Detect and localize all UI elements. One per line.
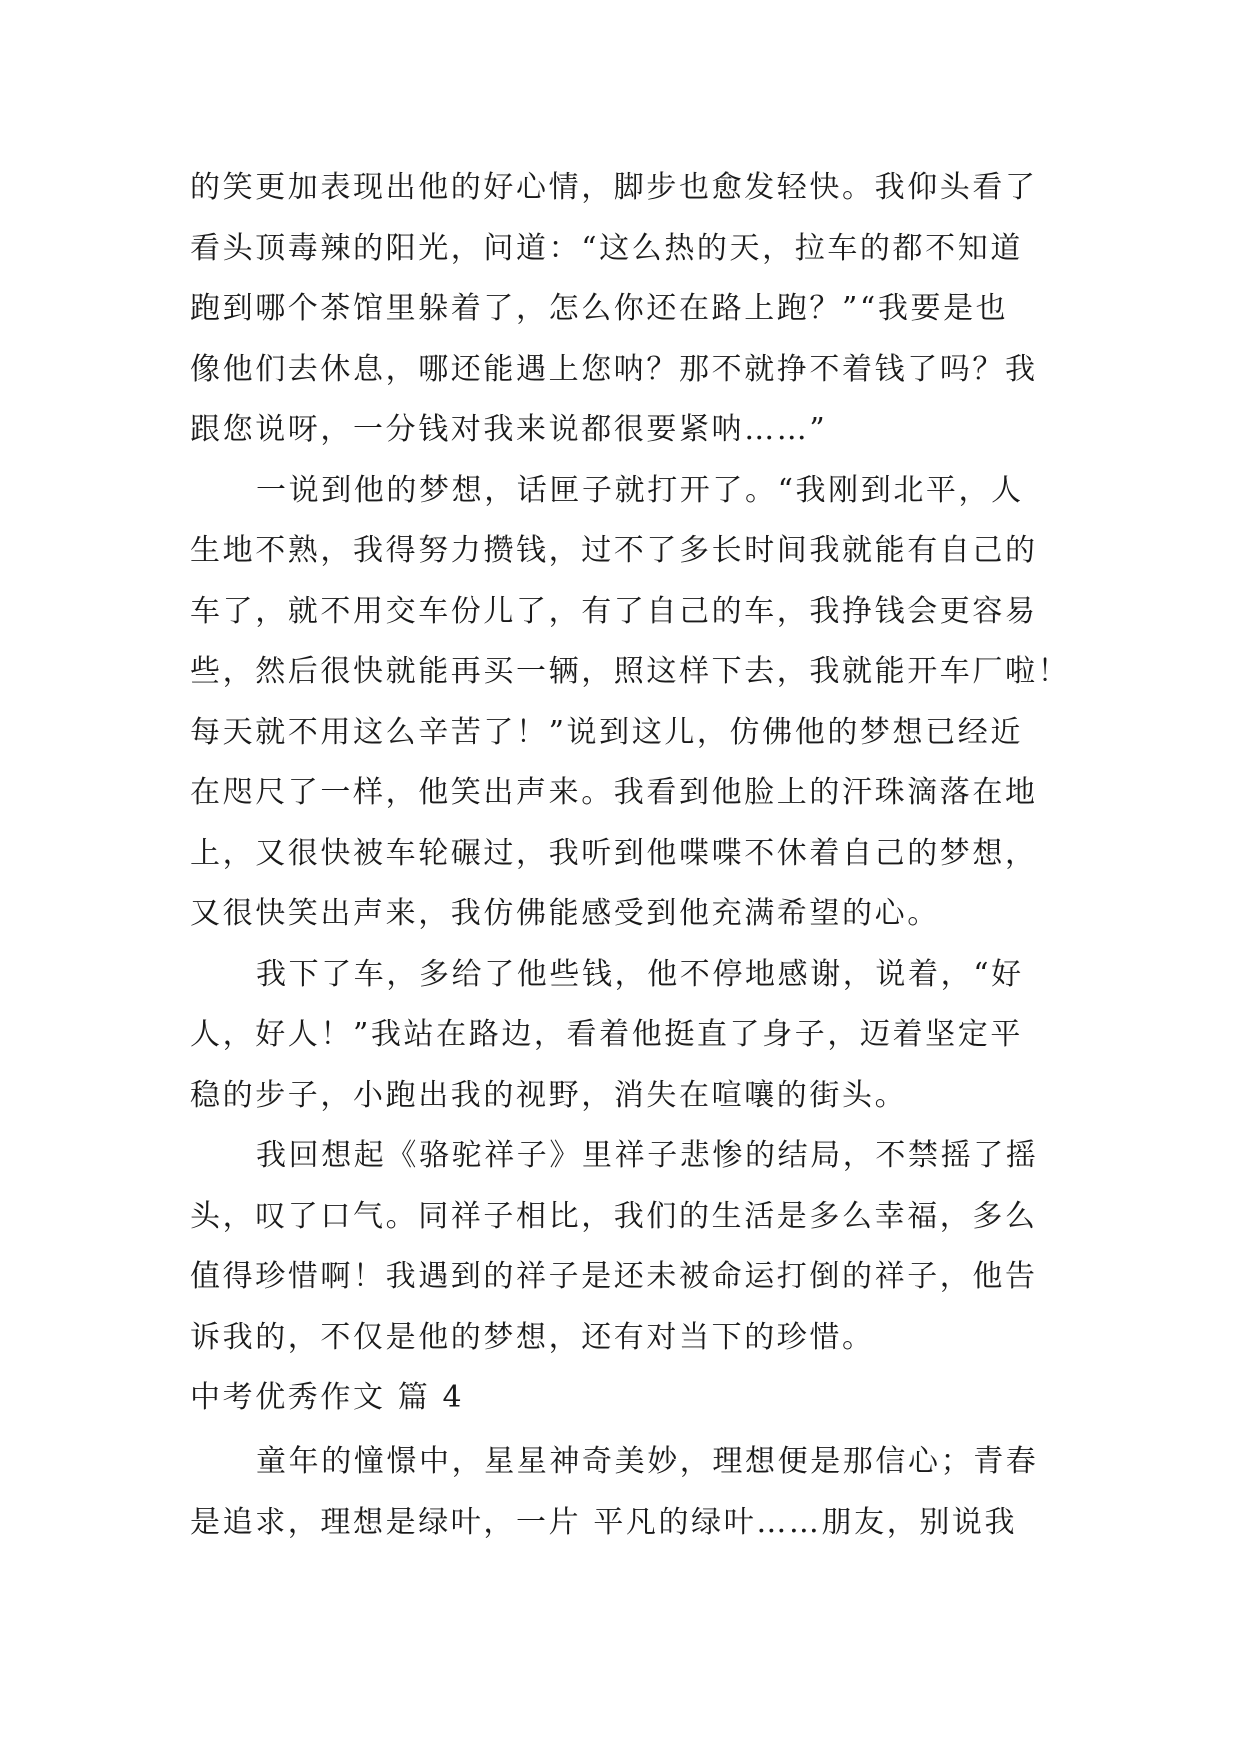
text-line: 的笑更加表现出他的好心情，脚步也愈发轻快。我仰头看了 — [190, 170, 1038, 205]
text-line: 稳的步子，小跑出我的视野，消失在喧嚷的街头。 — [190, 1077, 908, 1113]
text-line: 每天就不用这么辛苦了！”说到这儿，仿佛他的梦想已经近 — [190, 714, 1023, 750]
text-line: 些，然后很快就能再买一辆，照这样下去，我就能开车厂啦！ — [190, 654, 1071, 689]
text-line: 跑到哪个茶馆里躲着了，怎么你还在路上跑？”“我要是也 — [190, 291, 1009, 326]
paragraph-start-line: 我回想起《骆驼祥子》里祥子悲惨的结局，不禁摇了摇 — [256, 1138, 1039, 1173]
text-line: 值得珍惜啊！我遇到的祥子是还未被命运打倒的祥子，他告 — [190, 1259, 1038, 1294]
text-line: 看头顶毒辣的阳光，问道：“这么热的天，拉车的都不知道 — [190, 230, 1023, 266]
text-line: 车了，就不用交车份儿了，有了自己的车，我挣钱会更容易 — [190, 593, 1038, 629]
text-line: 生地不熟，我得努力攒钱，过不了多长时间我就能有自己的 — [190, 533, 1038, 568]
essay-body-part-2 — [190, 1432, 1060, 1553]
text-line: 跟您说呀，一分钱对我来说都很要紧呐……” — [190, 412, 828, 447]
paragraph-start-line: 一说到他的梦想，话匣子就打开了。“我刚到北平，人 — [256, 472, 1024, 508]
paragraph-start-line: 童年的憧憬中，星星神奇美妙，理想便是那信心；青春 — [256, 1444, 1039, 1479]
text-line: 是追求，理想是绿叶，一片 平凡的绿叶……朋友，别说我 — [190, 1504, 1018, 1540]
text-line: 上，又很快被车轮碾过，我听到他喋喋不休着自己的梦想， — [190, 835, 1038, 871]
text-line: 在咫尺了一样，他笑出声来。我看到他脸上的汗珠滴落在地 — [190, 775, 1038, 810]
text-line: 人，好人！”我站在路边，看着他挺直了身子，迈着坚定平 — [190, 1017, 1023, 1052]
essay-body-part-1 — [190, 158, 1071, 1368]
text-line: 诉我的，不仅是他的梦想，还有对当下的珍惜。 — [190, 1319, 875, 1355]
paragraph-start-line: 我下了车，多给了他些钱，他不停地感谢，说着，“好 — [256, 956, 1024, 992]
text-line: 像他们去休息，哪还能遇上您呐？那不就挣不着钱了吗？我 — [190, 351, 1038, 387]
text-line: 头，叹了口气。同祥子相比，我们的生活是多么幸福，多么 — [190, 1198, 1038, 1234]
text-line: 又很快笑出声来，我仿佛能感受到他充满希望的心。 — [190, 896, 940, 931]
section-heading: 中考优秀作文 篇 4 — [190, 1380, 465, 1415]
